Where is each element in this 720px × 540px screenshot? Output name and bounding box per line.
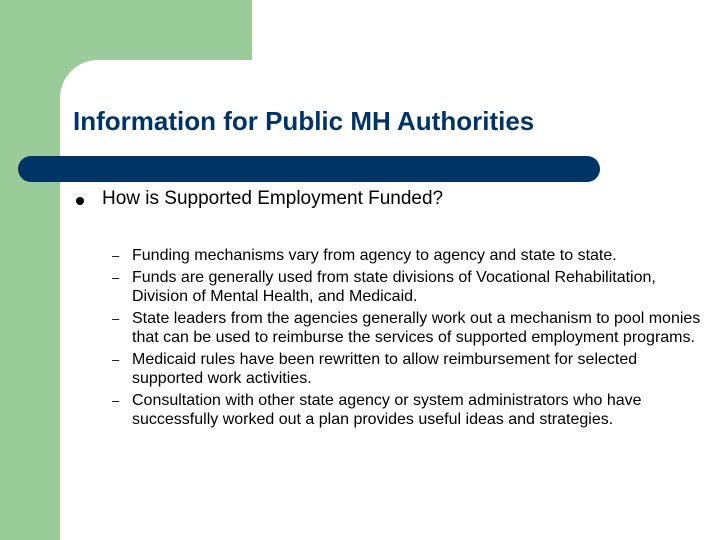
decorative-green-strip-left <box>0 0 60 540</box>
dash-icon: – <box>112 352 120 367</box>
sub-bullet-text: State leaders from the agencies generally work out a mechanism to pool monies that can be used to reimburse the services of supported employment programs. <box>132 310 701 346</box>
title-underline-bar <box>18 156 600 182</box>
bullet-dot-icon <box>76 197 84 205</box>
sub-bullet-text: Funding mechanisms vary from agency to agency and state to state. <box>132 247 617 264</box>
sub-bullet-text: Medicaid rules have been rewritten to allow reimbursement for selected supported work activities. <box>132 351 638 387</box>
dash-icon: – <box>112 311 120 326</box>
sub-bullet-item <box>112 246 702 265</box>
dash-icon: – <box>112 270 120 285</box>
slide-title: Information for Public MH Authorities <box>73 106 535 136</box>
sub-bullet-list <box>112 246 702 432</box>
sub-bullet-item <box>112 309 702 347</box>
main-bullet-text: How is Supported Employment Funded? <box>102 188 444 209</box>
sub-bullet-text: Funds are generally used from state divisions of Vocational Rehabilitation, Division of Mental Health, and Medicaid. <box>132 269 656 305</box>
sub-bullet-item <box>112 391 702 429</box>
main-bullet <box>76 188 696 214</box>
sub-bullet-item <box>112 268 702 306</box>
sub-bullet-item <box>112 350 702 388</box>
dash-icon: – <box>112 248 120 263</box>
sub-bullet-text: Consultation with other state agency or system administrators who have successfully worked out a plan provides useful ideas and strategies. <box>132 392 642 428</box>
dash-icon: – <box>112 393 120 408</box>
